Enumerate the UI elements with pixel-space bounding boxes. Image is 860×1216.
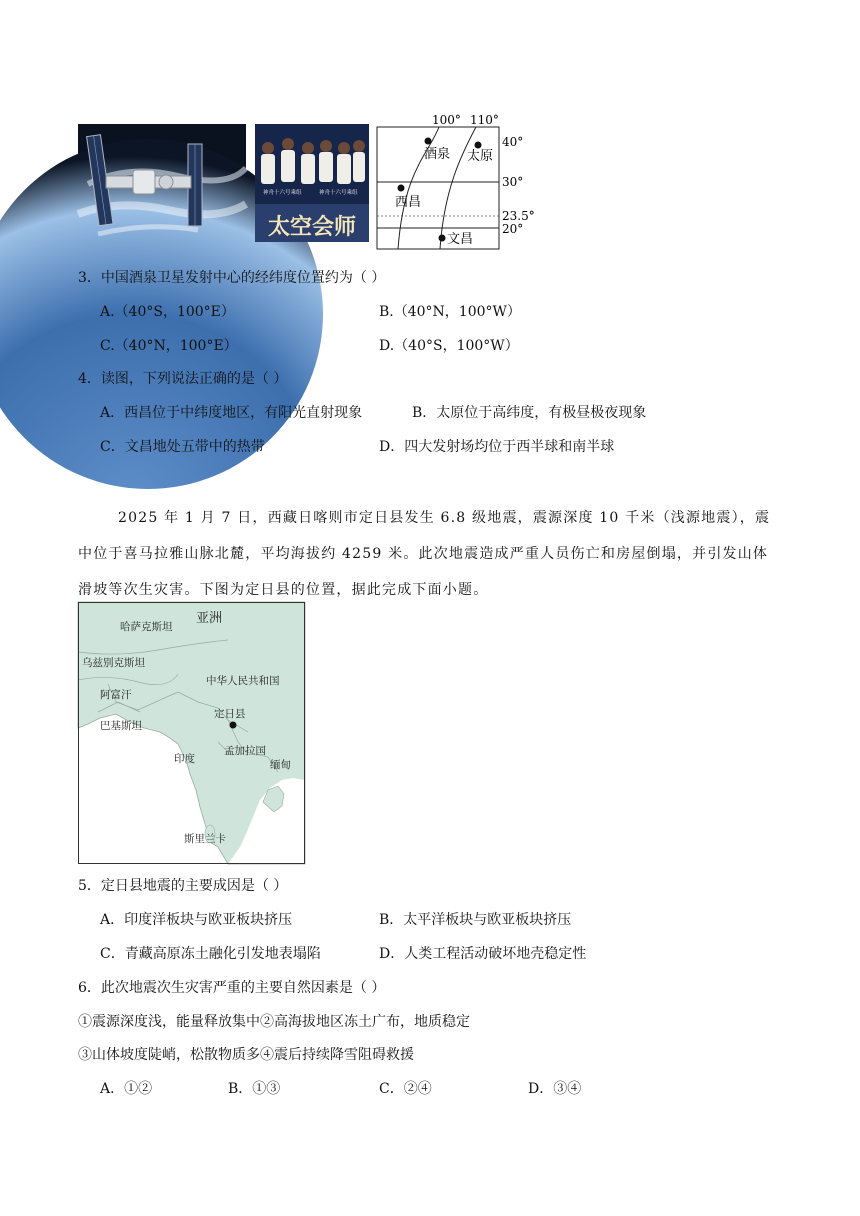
site-label-wenchang: 文昌 — [447, 232, 474, 247]
dingri-location-map — [78, 602, 305, 864]
q4-option-a: A．西昌位于中纬度地区，有阳光直射现象 — [100, 405, 363, 421]
q6-option-a: A．①② — [100, 1081, 153, 1097]
q3-stem: 3．中国酒泉卫星发射中心的经纬度位置约为（ ） — [78, 270, 386, 286]
site-dot-jiuquan — [425, 138, 432, 145]
label-india: 印度 — [174, 753, 195, 765]
site-dot-xichang — [398, 185, 405, 192]
label-bangladesh: 孟加拉国 — [224, 745, 266, 757]
q6-statement-line-1: ①震源深度浅，能量释放集中②高海拔地区冻土广布，地质稳定 — [78, 1014, 470, 1030]
site-dot-taiyuan — [475, 142, 482, 149]
label-asia: 亚洲 — [196, 611, 223, 626]
label-uzbekistan: 乌兹别克斯坦 — [82, 657, 145, 669]
site-dot-wenchang — [439, 235, 446, 242]
crew-banner-left: 神舟十六号乘组 — [263, 190, 302, 196]
lat-label-20: 20° — [502, 222, 524, 236]
q3-option-b: B.（40°N，100°W） — [379, 304, 521, 320]
q4-option-d: D．四大发射场均位于西半球和南半球 — [379, 439, 615, 455]
lat-label-40: 40° — [502, 135, 524, 149]
site-label-xichang: 西昌 — [395, 195, 422, 210]
q5-option-d: D．人类工程活动破坏地壳稳定性 — [379, 946, 587, 962]
q5-stem: 5．定日县地震的主要成因是（ ） — [78, 878, 288, 894]
q5-option-b: B．太平洋板块与欧亚板块挤压 — [379, 912, 572, 928]
q5-option-c: C．青藏高原冻土融化引发地表塌陷 — [100, 946, 321, 962]
dingri-marker — [230, 722, 237, 729]
q4-stem: 4．读图，下列说法正确的是（ ） — [78, 371, 288, 387]
lon-label-100: 100° — [432, 113, 461, 127]
space-station-photo — [78, 124, 246, 242]
label-kazakhstan: 哈萨克斯坦 — [120, 621, 173, 633]
poster-title: 太空会师 — [267, 215, 357, 240]
q6-option-c: C．②④ — [379, 1081, 432, 1097]
q6-statement-line-2: ③山体坡度陡峭，松散物质多④震后持续降雪阻碍救援 — [78, 1047, 414, 1063]
q4-option-c: C．文昌地处五带中的热带 — [100, 439, 265, 455]
lon-label-110: 110° — [470, 113, 499, 127]
q3-option-a: A.（40°S，100°E） — [100, 304, 235, 320]
label-pakistan: 巴基斯坦 — [100, 720, 142, 732]
lat-label-23-5: 23.5° — [502, 209, 535, 223]
q3-option-c: C.（40°N，100°E） — [100, 338, 238, 354]
launch-site-map — [376, 110, 535, 252]
q5-option-a: A．印度洋板块与欧亚板块挤压 — [100, 912, 293, 928]
earthquake-passage: 2025 年 1 月 7 日，西藏日喀则市定日县发生 6.8 级地震，震源深度 10 千米（浅源地震），震中位于喜马拉雅山脉北麓，平均海拔约 4259 米。此次地震造成严重人员伤亡和房屋倒塌，并引发山体滑坡等次生灾害。下图为定日县的位置，据此完成下面小题。 — [78, 510, 771, 598]
label-myanmar: 缅甸 — [270, 759, 291, 771]
q6-option-b: B．①③ — [228, 1081, 281, 1097]
q3-option-d: D.（40°S，100°W） — [379, 338, 519, 354]
label-china: 中华人民共和国 — [206, 675, 280, 687]
site-label-taiyuan: 太原 — [467, 149, 494, 164]
q4-option-b: B．太原位于高纬度，有极昼极夜现象 — [412, 405, 647, 421]
q6-stem: 6．此次地震次生灾害严重的主要自然因素是（ ） — [78, 980, 386, 996]
crew-poster — [255, 124, 369, 242]
label-dingri: 定日县 — [214, 708, 246, 720]
crew-banner-right: 神舟十六号乘组 — [319, 190, 358, 196]
label-afghanistan: 阿富汗 — [100, 689, 132, 701]
lat-label-30: 30° — [502, 175, 524, 189]
q6-option-d: D．③④ — [528, 1081, 582, 1097]
label-sri-lanka: 斯里兰卡 — [184, 833, 226, 845]
site-label-jiuquan: 酒泉 — [424, 147, 451, 162]
